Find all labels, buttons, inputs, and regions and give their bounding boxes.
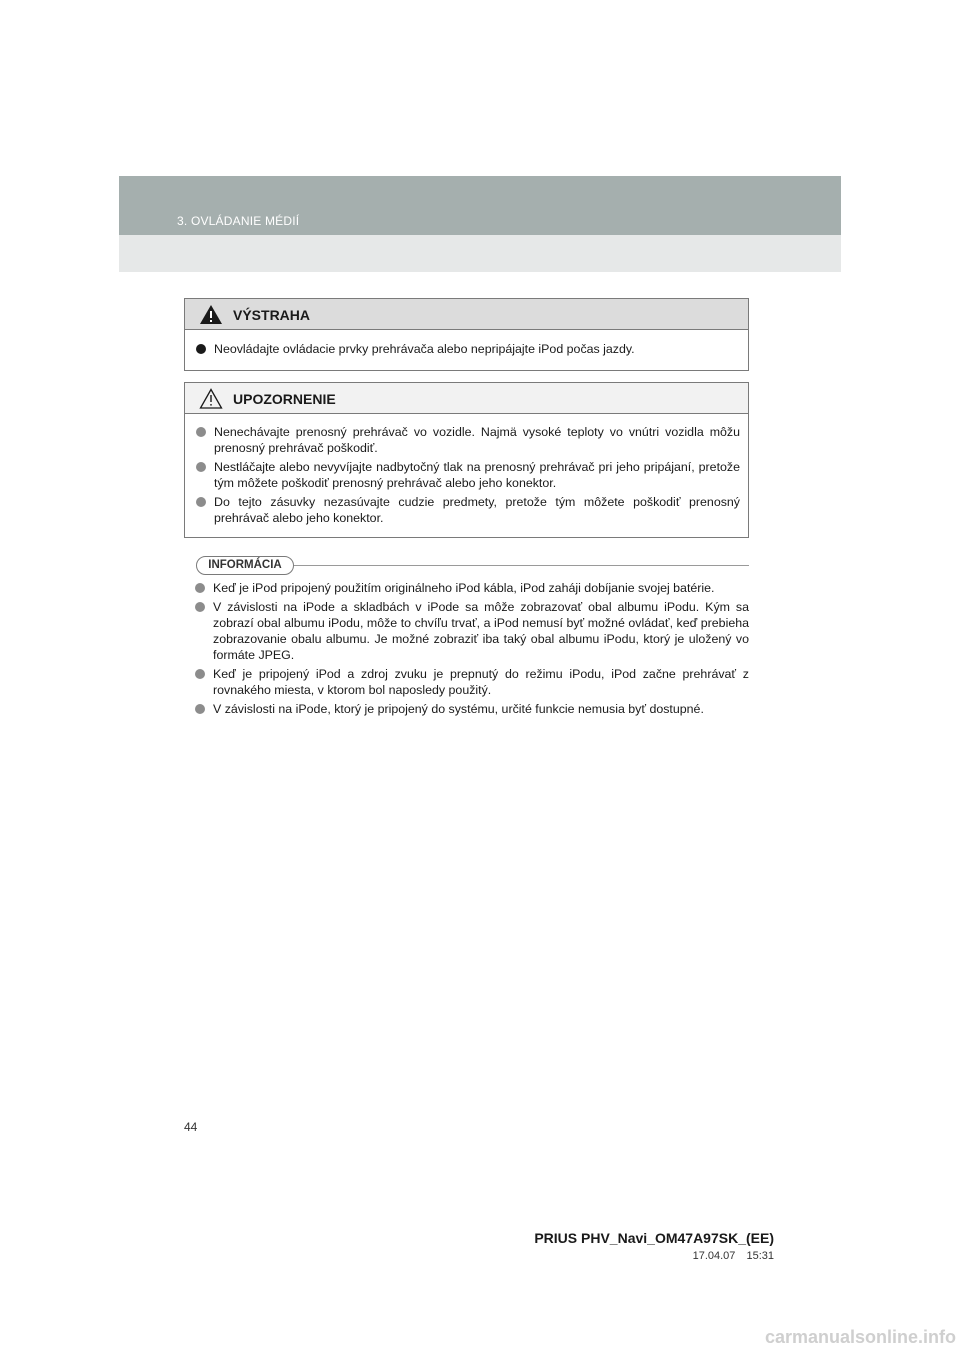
warning-header [185,299,748,330]
section-title: 3. OVLÁDANIE MÉDIÍ [177,214,300,228]
caution-item [193,494,740,526]
caution-item-text: Nestláčajte alebo nevyvíjajte nadbytočný tlak na prenosný prehrávač pri jeho pripájaní, pretože tým môžete poškodiť prenosný prehrávač alebo jeho konektor. [214,460,740,490]
caution-title: UPOZORNENIE [233,391,336,407]
info-list [192,580,749,720]
watermark: carmanualsonline.info [764,1327,956,1347]
bullet-icon [195,602,205,612]
info-item [192,701,749,717]
bullet-icon [196,462,206,472]
bullet-icon [196,344,206,354]
warning-item [193,341,740,357]
info-divider [294,565,749,566]
bullet-icon [196,497,206,507]
header-band [119,176,841,272]
warning-triangle-icon [199,304,223,325]
caution-item [193,424,740,456]
page-number: 44 [184,1120,198,1134]
document-date: 17.04.07 [692,1250,736,1262]
info-item [192,599,749,663]
warning-title: VÝSTRAHA [233,307,311,323]
caution-header [185,383,748,414]
info-item-text: V závislosti na iPode, ktorý je pripojený do systému, určité funkcie nemusia byť dostupné. [213,702,704,716]
caution-item [193,459,740,491]
warning-item-text: Neovládajte ovládacie prvky prehrávača alebo nepripájajte iPod počas jazdy. [214,342,635,356]
caution-triangle-icon [199,388,223,409]
header-top-bar [119,176,841,235]
bullet-icon [195,669,205,679]
info-item [192,580,749,596]
caution-box [184,382,749,538]
caution-item-text: Do tejto zásuvky nezasúvajte cudzie predmety, pretože tým môžete poškodiť prenosný prehrávač alebo jeho konektor. [214,495,740,525]
document-time: 15:31 [746,1250,774,1262]
bullet-icon [195,704,205,714]
bullet-icon [196,427,206,437]
info-item [192,666,749,698]
document-id: PRIUS PHV_Navi_OM47A97SK_(EE) [534,1230,774,1246]
bullet-icon [195,583,205,593]
info-item-text: Keď je iPod pripojený použitím originálneho iPod kábla, iPod zaháji dobíjanie svojej batérie. [213,581,715,595]
warning-box [184,298,749,371]
info-item-text: V závislosti na iPode a skladbách v iPode sa môže zobrazovať obal albumu iPodu. Kým sa zobrazí obal albumu iPodu, môže to chvíľu trvať, a iPod nemusí byť možné ovládať, keď prebieha zobrazovanie obalu albumu. Je možné zobraziť iba taký obal albumu iPodu, ktorý je uložený vo formáte JPEG. [213,600,749,662]
info-badge: INFORMÁCIA [196,556,294,575]
info-item-text: Keď je pripojený iPod a zdroj zvuku je prepnutý do režimu iPodu, iPod začne prehrávať z rovnakého miesta, v ktorom bol naposledy použitý. [213,667,749,697]
document-timestamp [693,1250,774,1262]
caution-item-text: Nenechávajte prenosný prehrávač vo vozidle. Najmä vysoké teploty vo vnútri vozidla môžu prenosný prehrávač poškodiť. [214,425,740,455]
